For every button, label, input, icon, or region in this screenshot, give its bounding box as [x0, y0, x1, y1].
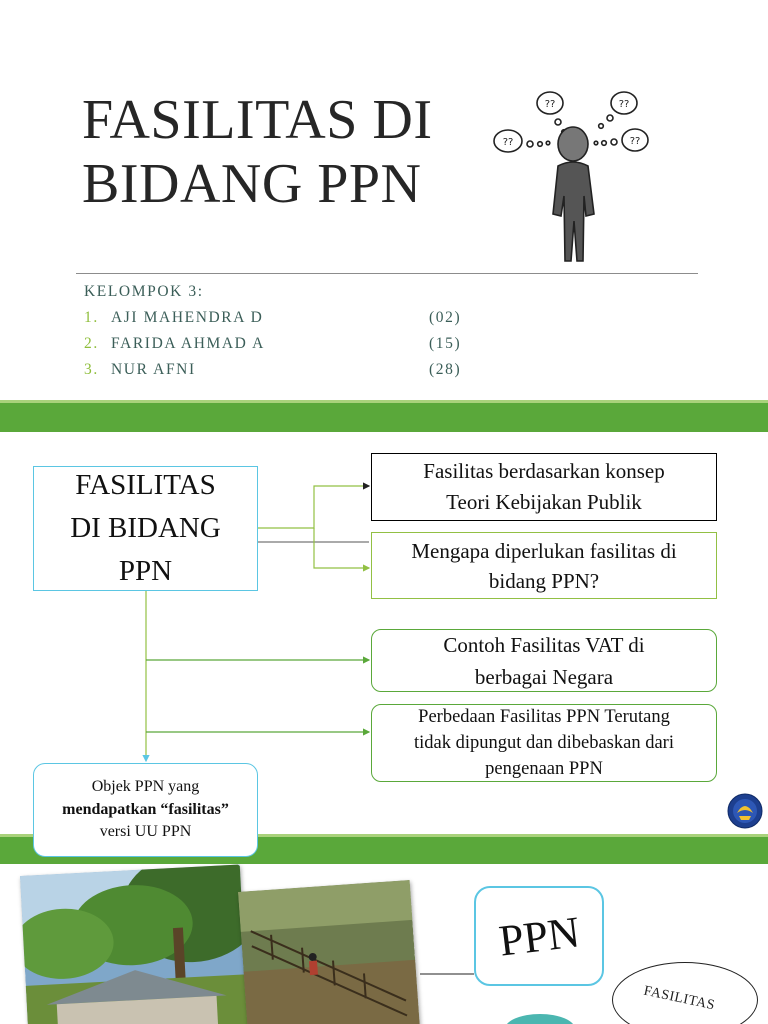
group-heading: KELOMPOK 3: — [84, 283, 204, 300]
subtopic-box-differences — [371, 704, 717, 782]
box-line: Fasilitas berdasarkan konsep — [423, 459, 665, 483]
main-topic-box — [33, 466, 258, 591]
title-line-2: BIDANG PPN — [82, 153, 422, 215]
slide-separator-band — [0, 400, 768, 432]
ministry-logo-icon — [727, 793, 763, 829]
member-number: 1. — [84, 309, 99, 326]
ppn-concept-box — [474, 886, 604, 986]
member-row — [84, 334, 484, 360]
member-id: (02) — [429, 309, 462, 326]
member-id: (15) — [429, 335, 462, 352]
fasilitas-label: FASILITAS — [642, 983, 717, 1014]
box-line: bidang PPN? — [488, 568, 600, 593]
box-line: pengenaan PPN — [485, 759, 603, 779]
bubble-text: ?? — [544, 99, 556, 110]
divider — [76, 273, 698, 274]
main-topic-line: PPN — [118, 555, 173, 587]
member-name: AJI MAHENDRA D — [111, 309, 264, 326]
box-line: Teori Kebijakan Publik — [446, 490, 642, 514]
main-topic-line: DI BIDANG — [70, 512, 221, 544]
photo-slide — [0, 864, 768, 1024]
group-members — [84, 282, 484, 386]
subtopic-box-ppn-objects — [33, 763, 258, 857]
title-line-1: FASILITAS DI — [82, 89, 433, 151]
ppn-label: PPN — [495, 906, 583, 966]
bubble-text: ?? — [502, 137, 514, 148]
main-topic-line: FASILITAS — [75, 469, 216, 501]
member-row — [84, 360, 484, 386]
box-line: Objek PPN yang — [91, 778, 200, 796]
box-line: Contoh Fasilitas VAT di — [443, 632, 645, 657]
subtopic-box-vat-examples — [371, 629, 717, 692]
bubble-text: ?? — [618, 99, 630, 110]
member-number: 3. — [84, 361, 99, 378]
member-name: FARIDA AHMAD A — [111, 335, 265, 352]
diagram-slide — [0, 432, 768, 841]
box-line-bold: mendapatkan “fasilitas” — [62, 800, 229, 818]
member-number: 2. — [84, 335, 99, 352]
box-line: berbagai Negara — [474, 664, 614, 689]
bubble-text: ?? — [629, 136, 641, 147]
box-line: tidak dipungut dan dibebaskan dari — [414, 733, 674, 753]
box-line: Perbedaan Fasilitas PPN Terutang — [418, 707, 670, 727]
subtopic-box-why-needed — [371, 532, 717, 599]
page-title — [82, 88, 432, 216]
member-row — [84, 308, 484, 334]
member-name: NUR AFNI — [111, 361, 196, 378]
title-slide — [0, 0, 768, 400]
thinking-person-icon — [488, 86, 658, 266]
box-line: Mengapa diperlukan fasilitas di — [411, 538, 677, 563]
box-line: versi UU PPN — [99, 823, 192, 841]
member-id: (28) — [429, 361, 462, 378]
subtopic-box-policy-theory — [371, 453, 717, 521]
